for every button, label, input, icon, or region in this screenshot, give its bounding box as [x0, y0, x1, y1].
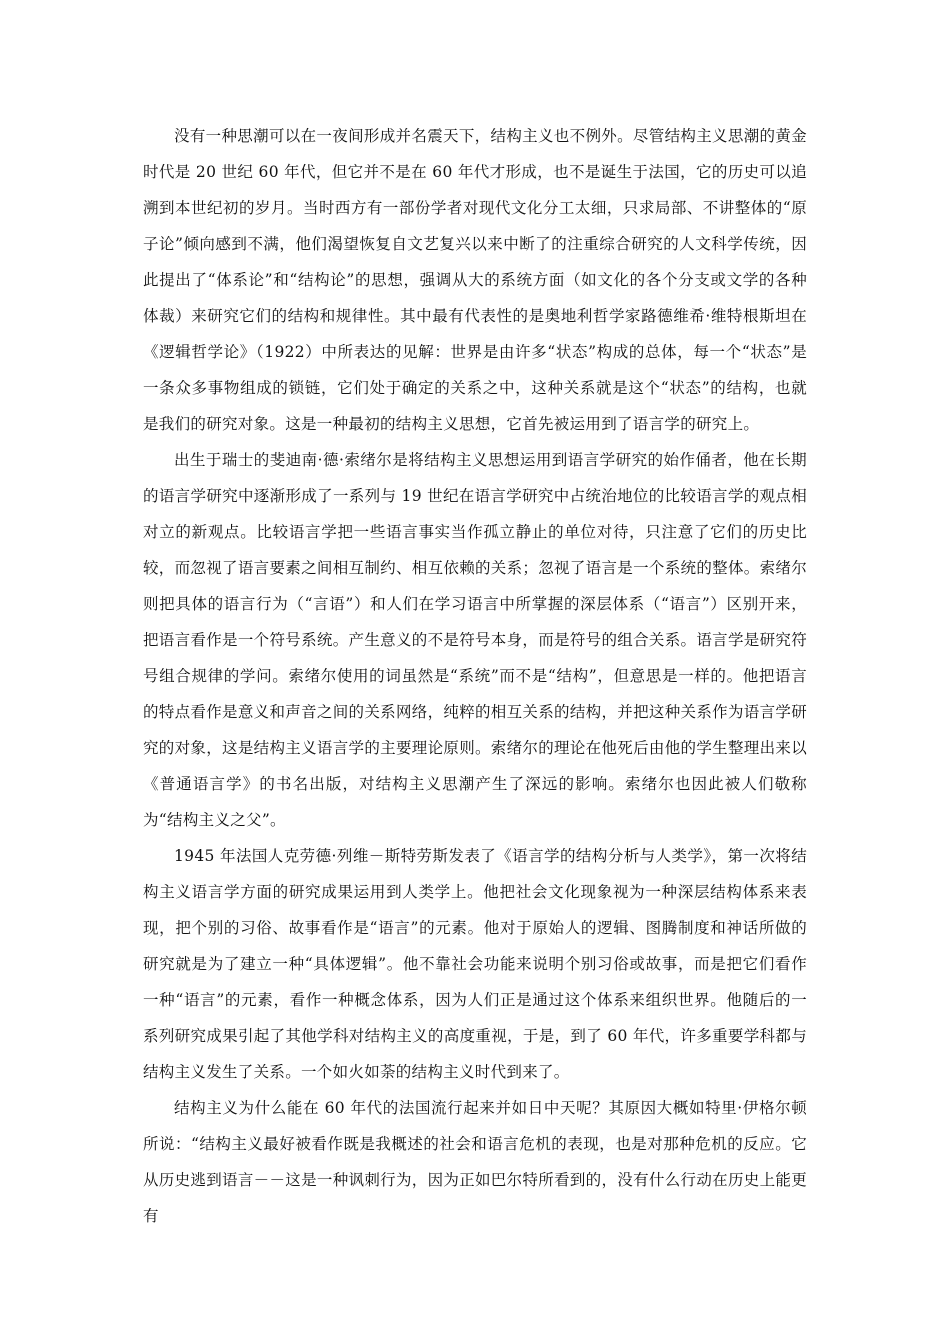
paragraph-3: 1945 年法国人克劳德·列维－斯特劳斯发表了《语言学的结构分析与人类学》，第一次将结构主义语言学方面的研究成果运用到人类学上。他把社会文化现象视为一种深层结构体系来表现，把个别的习俗、故事看作是“语言”的元素。他对于原始人的逻辑、图腾制度和神话所做的研究就是为了建立一种“具体逻辑”。他不靠社会功能来说明个别习俗或故事，而是把它们看作一种“语言”的元素，看作一种概念体系，因为人们正是通过这个体系来组织世界。他随后的一系列研究成果引起了其他学科对结构主义的高度重视，于是，到了 60 年代，许多重要学科都与结构主义发生了关系。一个如火如荼的结构主义时代到来了。 [143, 847, 807, 1081]
paragraph-1: 没有一种思潮可以在一夜间形成并名震天下，结构主义也不例外。尽管结构主义思潮的黄金时代是 20 世纪 60 年代，但它并不是在 60 年代才形成，也不是诞生于法国，它的历史可以追溯到本世纪初的岁月。当时西方有一部份学者对现代文化分工太细，只求局部、不讲整体的“原子论”倾向感到不满，他们渴望恢复自文艺复兴以来中断了的注重综合研究的人文科学传统，因此提出了“体系论”和“结构论”的思想，强调从大的系统方面（如文化的各个分支或文学的各种体裁）来研究它们的结构和规律性。其中最有代表性的是奥地利哲学家路德维希·维特根斯坦在《逻辑哲学论》（1922）中所表达的见解：世界是由许多“状态”构成的总体，每一个“状态”是一条众多事物组成的锁链，它们处于确定的关系之中，这种关系就是这个“状态”的结构，也就是我们的研究对象。这是一种最初的结构主义思想，它首先被运用到了语言学的研究上。 [143, 127, 807, 433]
paragraph-4: 结构主义为什么能在 60 年代的法国流行起来并如日中天呢？其原因大概如特里·伊格尔顿所说：“结构主义最好被看作既是我概述的社会和语言危机的表现，也是对那种危机的反应。它从历史逃到语言－－这是一种讽刺行为，因为正如巴尔特所看到的，没有什么行动在历史上能更有 [143, 1099, 807, 1225]
document-body [143, 118, 807, 1234]
paragraph-2: 出生于瑞士的斐迪南·德·索绪尔是将结构主义思想运用到语言学研究的始作俑者，他在长期的语言学研究中逐渐形成了一系列与 19 世纪在语言学研究中占统治地位的比较语言学的观点相对立的新观点。比较语言学把一些语言事实当作孤立静止的单位对待，只注意了它们的历史比较，而忽视了语言要素之间相互制约、相互依赖的关系；忽视了语言是一个系统的整体。索绪尔则把具体的语言行为（“言语”）和人们在学习语言中所掌握的深层体系（“语言”）区别开来，把语言看作是一个符号系统。产生意义的不是符号本身，而是符号的组合关系。语言学是研究符号组合规律的学问。索绪尔使用的词虽然是“系统”而不是“结构”，但意思是一样的。他把语言的特点看作是意义和声音之间的关系网络，纯粹的相互关系的结构，并把这种关系作为语言学研究的对象，这是结构主义语言学的主要理论原则。索绪尔的理论在他死后由他的学生整理出来以《普通语言学》的书名出版，对结构主义思潮产生了深远的影响。索绪尔也因此被人们敬称为“结构主义之父”。 [143, 451, 807, 829]
